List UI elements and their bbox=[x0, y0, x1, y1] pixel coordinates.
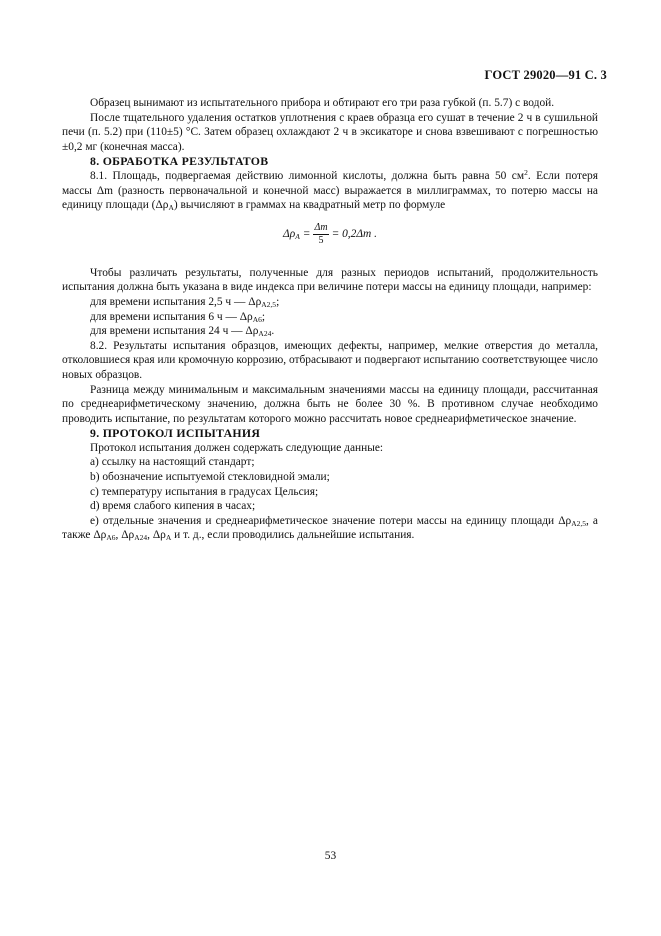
example-line: для времени испытания 2,5 ч — $\Delta\rho_{A2,5}$; bbox=[90, 295, 280, 309]
formula bbox=[62, 222, 598, 256]
example-line: для времени испытания 24 ч — $\Delta\rho_{A24}$. bbox=[90, 325, 275, 339]
formula-equals: = bbox=[302, 227, 311, 240]
list-item: b) обозначение испытуемой стекловидной эмали; bbox=[90, 471, 330, 484]
intro-paragraph-2: После тщательного удаления остатков уплотнения с краев образца его сушат в течение 2 ч в сушильной печи (п. 5.2) при (110±5) °С. Затем образец охлаждают 2 ч в эксикаторе и снова взвешивают с погрешностью ±0,2 мг (конечная масса). bbox=[62, 111, 598, 153]
page-header: ГОСТ 29020—91 С. 3 bbox=[484, 68, 607, 82]
paragraph-8-2-cont: Разница между минимальным и максимальным значениями массы на единицу площади, рассчитанная по среднеарифметическому значению, должна быть не более 30 %. В противном случае необходимо проводить испытание, по результатам которого можно рассчитать новое среднеарифметическое значение. bbox=[62, 383, 598, 425]
list-item: с) температуру испытания в градусах Цельсия; bbox=[90, 485, 319, 498]
example-line: для времени испытания 6 ч — $\Delta\rho_{A6}$; bbox=[90, 310, 266, 324]
page-number: 53 bbox=[324, 850, 337, 862]
paragraph-8-2: 8.2. Результаты испытания образцов, имеющих дефекты, например, мелкие отверстия до металла, отколовшиеся края или кромочную коррозию, отбрасывают и подвергают испытанию соответствующее число новых образцов. bbox=[62, 339, 598, 381]
section-8-heading: 8. ОБРАБОТКА РЕЗУЛЬТАТОВ bbox=[90, 154, 269, 169]
list-item: а) ссылку на настоящий стандарт; bbox=[90, 456, 255, 469]
formula-denominator: 5 bbox=[318, 234, 324, 246]
formula-lhs: $\Delta\rho_A$ bbox=[283, 227, 300, 241]
paragraph-index-note: Чтобы различать результаты, полученные для разных периодов испытаний, продолжительность испытания должна быть указана в виде индекса при величине потери массы на единицу площади, например: bbox=[62, 266, 598, 294]
section-9-intro: Протокол испытания должен содержать следующие данные: bbox=[90, 441, 384, 454]
list-item: d) время слабого кипения в часах; bbox=[90, 500, 256, 513]
page-content bbox=[62, 96, 598, 543]
paragraph-8-1: 8.1. Площадь, подвергаемая действию лимонной кислоты, должна быть равна 50 $см^2$. Если потеря массы Δm (разность первоначальной и конечной масс) выражается в миллиграммах, то потерю массы на единицу площади $(\Delta\rho_A)$ вычисляют в граммах на квадратный метр по формуле bbox=[62, 167, 598, 213]
formula-numerator: Δm bbox=[314, 221, 328, 233]
formula-rhs: = 0,2Δm . bbox=[331, 227, 377, 240]
formula-fraction bbox=[313, 222, 328, 247]
section-9-heading: 9. ПРОТОКОЛ ИСПЫТАНИЯ bbox=[90, 426, 261, 441]
list-item-e: е) отдельные значения и среднеарифметическое значение потери массы на единицу площади $\Delta\rho_{A2,5}$, а также $\Delta\rho_{A6}$, $\Delta\rho_{A24}$, $\Delta\rho_A$ и т. д., если проводились дальнейшие испытания. bbox=[62, 514, 598, 543]
intro-paragraph-1: Образец вынимают из испытательного прибора и обтирают его три раза губкой (п. 5.7) с водой. bbox=[90, 97, 555, 109]
